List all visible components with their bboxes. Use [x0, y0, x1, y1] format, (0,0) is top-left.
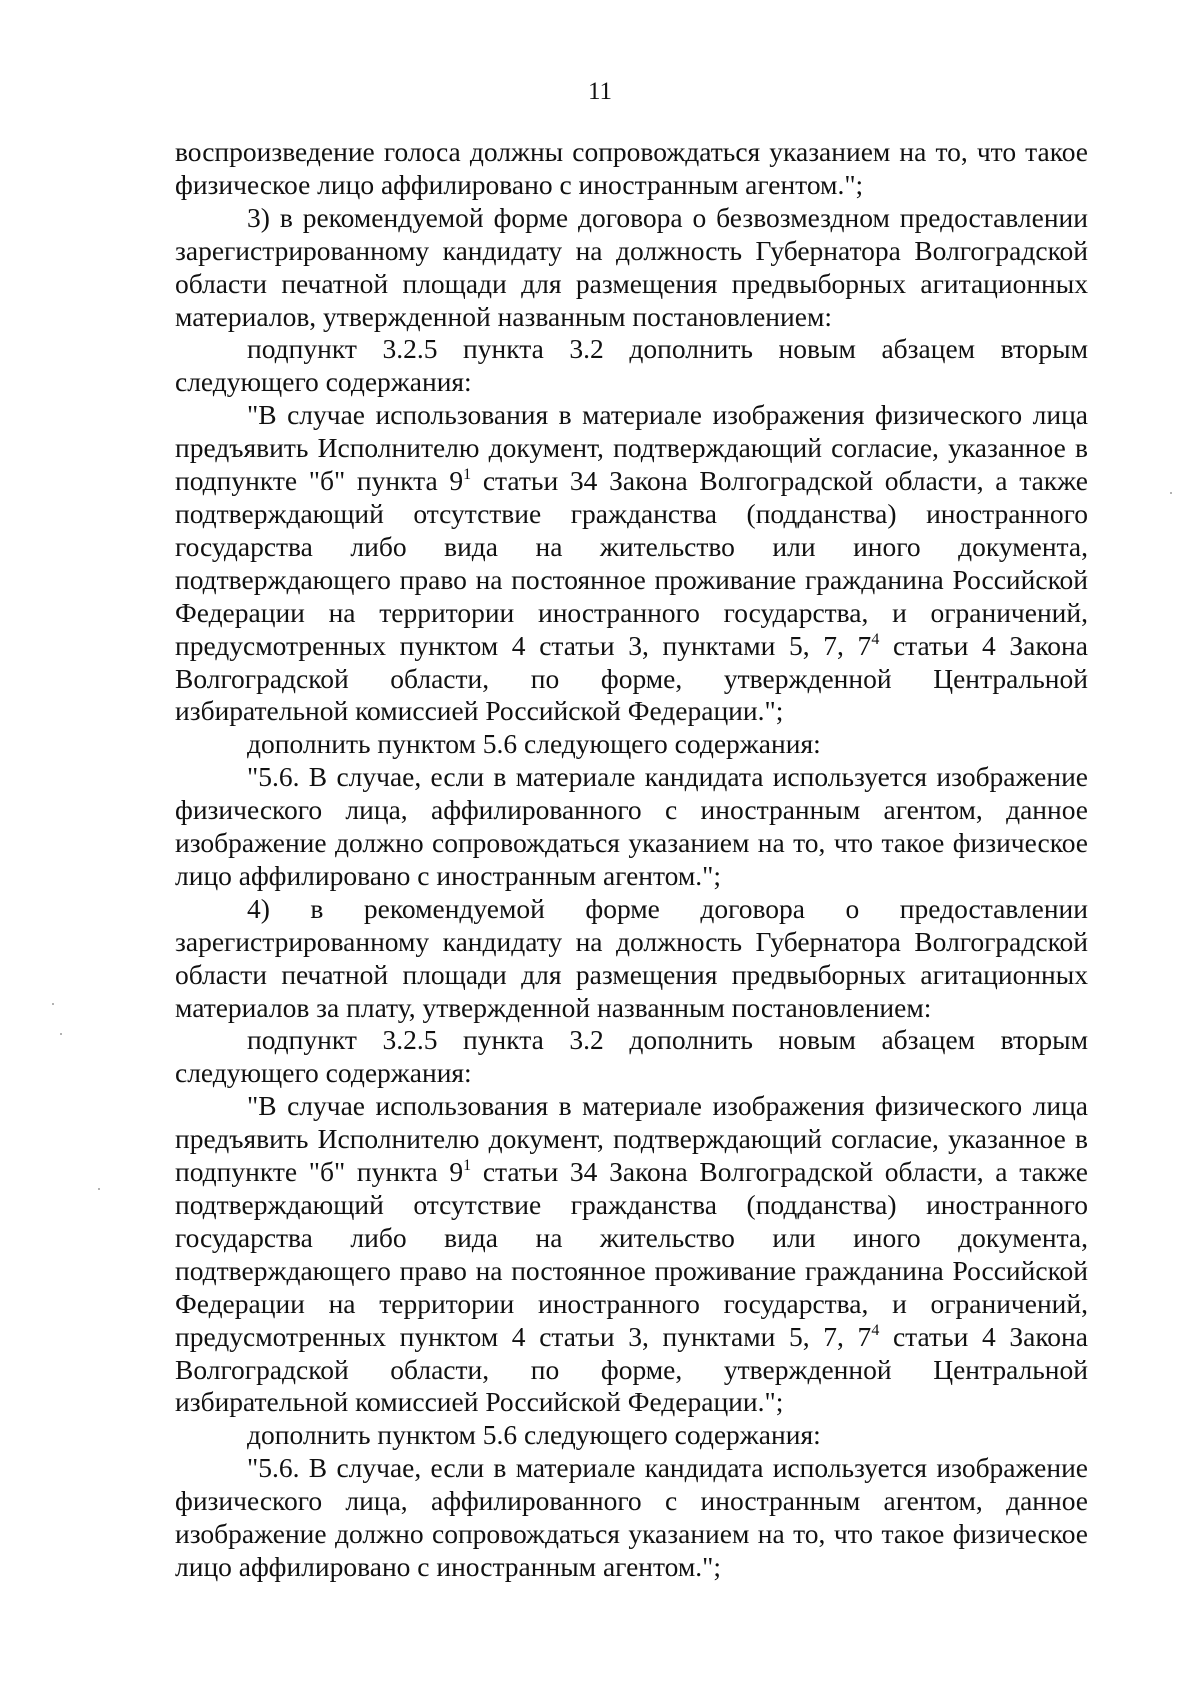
scan-speck	[52, 1003, 54, 1005]
paragraph-item-4	[175, 893, 1088, 1025]
page-number: 11	[587, 78, 613, 105]
superscript: 4	[871, 630, 880, 648]
text-run: дополнить пунктом 5.6 следующего содержания:	[247, 728, 821, 760]
paragraph-continuation	[175, 136, 1088, 202]
text-run: дополнить пунктом 5.6 следующего содержания:	[247, 1419, 821, 1451]
document-body	[175, 136, 1088, 1584]
text-run: 3) в рекомендуемой форме договора о безвозмездном предоставлении зарегистрированному кандидату на должность Губернатора Волгоградской области печатной площади для размещения предвыборных агитационных материалов, утвержденной названным постановлением:	[175, 201, 1088, 332]
superscript: 1	[463, 466, 472, 484]
paragraph-add-clause	[175, 728, 1088, 761]
paragraph-clause-5-6	[175, 761, 1088, 893]
paragraph-clause-5-6	[175, 1452, 1088, 1584]
text-run: статьи 4 Закона Волгоградской области, по форме, утвержденной Центральной избирательной комиссией Российской Федерации.";	[175, 629, 1088, 727]
text-run: 4) в рекомендуемой форме договора о предоставлении зарегистрированному кандидату на должность Губернатора Волгоградской области печатной площади для размещения предвыборных агитационных материалов за плату, утвержденной названным постановлением:	[175, 892, 1088, 1023]
paragraph-subclause	[175, 333, 1088, 399]
paragraph-quoted-text	[175, 399, 1088, 728]
superscript: 1	[463, 1157, 472, 1175]
scan-speck	[1170, 492, 1172, 494]
text-run: "В случае использования в материале изображения физического лица предъявить Исполнителю документ, подтверждающий согласие, указанное в подпункте "б" пункта 9	[175, 1090, 1088, 1188]
text-run: статьи 4 Закона Волгоградской области, по форме, утвержденной Центральной избирательной комиссией Российской Федерации.";	[175, 1320, 1088, 1418]
superscript: 4	[871, 1321, 880, 1339]
text-run: воспроизведение голоса должны сопровождаться указанием на то, что такое физическое лицо аффилировано с иностранным агентом.";	[175, 136, 1088, 200]
text-run: "В случае использования в материале изображения физического лица предъявить Исполнителю документ, подтверждающий согласие, указанное в подпункте "б" пункта 9	[175, 399, 1088, 497]
text-run: подпункт 3.2.5 пункта 3.2 дополнить новым абзацем вторым следующего содержания:	[175, 1024, 1088, 1089]
text-run: подпункт 3.2.5 пункта 3.2 дополнить новым абзацем вторым следующего содержания:	[175, 333, 1088, 398]
paragraph-add-clause	[175, 1419, 1088, 1452]
scan-speck	[60, 1033, 62, 1035]
text-run: "5.6. В случае, если в материале кандидата используется изображение физического лица, аффилированного с иностранным агентом, данное изображение должно сопровождаться указанием на то, что такое физическое лицо аффилировано с иностранным агентом.";	[175, 1452, 1088, 1582]
paragraph-subclause	[175, 1024, 1088, 1090]
scan-speck	[98, 1188, 100, 1190]
text-run: "5.6. В случае, если в материале кандидата используется изображение физического лица, аффилированного с иностранным агентом, данное изображение должно сопровождаться указанием на то, что такое физическое лицо аффилировано с иностранным агентом.";	[175, 761, 1088, 891]
paragraph-item-3	[175, 202, 1088, 334]
text-run: статьи 34 Закона Волгоградской области, а также подтверждающий отсутствие гражданства (подданства) иностранного государства либо вида на жительство или иного документа, подтверждающего право на постоянное проживание гражданина Российской Федерации на территории иностранного государства, и ограничений, предусмотренных пунктом 4 статьи 3, пунктами 5, 7, 7	[175, 465, 1088, 661]
paragraph-quoted-text	[175, 1090, 1088, 1419]
text-run: статьи 34 Закона Волгоградской области, а также подтверждающий отсутствие гражданства (подданства) иностранного государства либо вида на жительство или иного документа, подтверждающего право на постоянное проживание гражданина Российской Федерации на территории иностранного государства, и ограничений, предусмотренных пунктом 4 статьи 3, пунктами 5, 7, 7	[175, 1156, 1088, 1352]
